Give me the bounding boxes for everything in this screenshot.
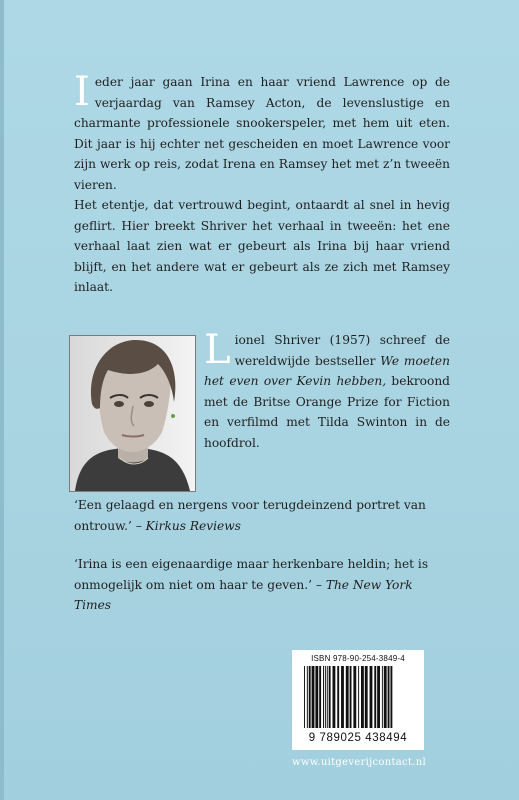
- author-bio-start: ionel Shriver (1957) schreef de wereldwijde bestseller: [234, 333, 450, 368]
- barcode: [292, 650, 424, 750]
- book-title: We moeten het even over Kevin hebben,: [204, 353, 450, 388]
- review-quote-kirkus: [74, 495, 450, 536]
- barcode-number: 9 789025 438494: [308, 732, 408, 744]
- dropcap-l: L: [204, 327, 231, 373]
- quote-source: The New York Times: [74, 577, 413, 612]
- publisher-url[interactable]: www.uitgeverijcontact.nl: [292, 757, 426, 768]
- author-bio-end: bekroond met de Britse Orange Prize for Fiction en verfilmd met Tilda Swinton in de hoofdrol.: [204, 374, 450, 450]
- cover-edge: [0, 0, 4, 800]
- blurb-paragraph-1: [74, 69, 450, 195]
- quote-text: ‘Een gelaagd en nergens voor terugdeinzend portret van ontrouw.’ –: [74, 498, 426, 533]
- author-portrait-image: [70, 336, 195, 491]
- author-bio: [204, 327, 450, 453]
- review-quote-nyt: [74, 554, 450, 616]
- blurb-paragraph-2: Het etentje, dat vertrouwd begint, ontaardt al snel in hevig geflirt. Hier breekt Shriver het verhaal in tweeën: het ene verhaal laat zien wat er gebeurt als Irina bij haar vriend blijft, en het andere wat er gebeurt als ze zich met Ramsey inlaat.: [74, 198, 450, 294]
- isbn-label: ISBN 978-90-254-3849-4: [311, 654, 405, 663]
- quote-source: Kirkus Reviews: [145, 518, 241, 533]
- blurb: [74, 69, 450, 298]
- author-photo: [69, 335, 196, 492]
- quote-text: ‘Irina is een eigenaardige maar herkenbare heldin; het is onmogelijk om niet om haar te geven.’ –: [74, 557, 429, 592]
- dropcap-i: I: [74, 69, 90, 115]
- blurb-text-1: eder jaar gaan Irina en haar vriend Lawrence op de verjaardag van Ramsey Acton, de levenslustige en charmante professionele snookerspeler, met hem uit eten. Dit jaar is hij echter net gescheiden en moet Lawrence voor zijn werk op reis, zodat Irena en Ramsey het met z’n tweeën vieren.: [74, 75, 450, 192]
